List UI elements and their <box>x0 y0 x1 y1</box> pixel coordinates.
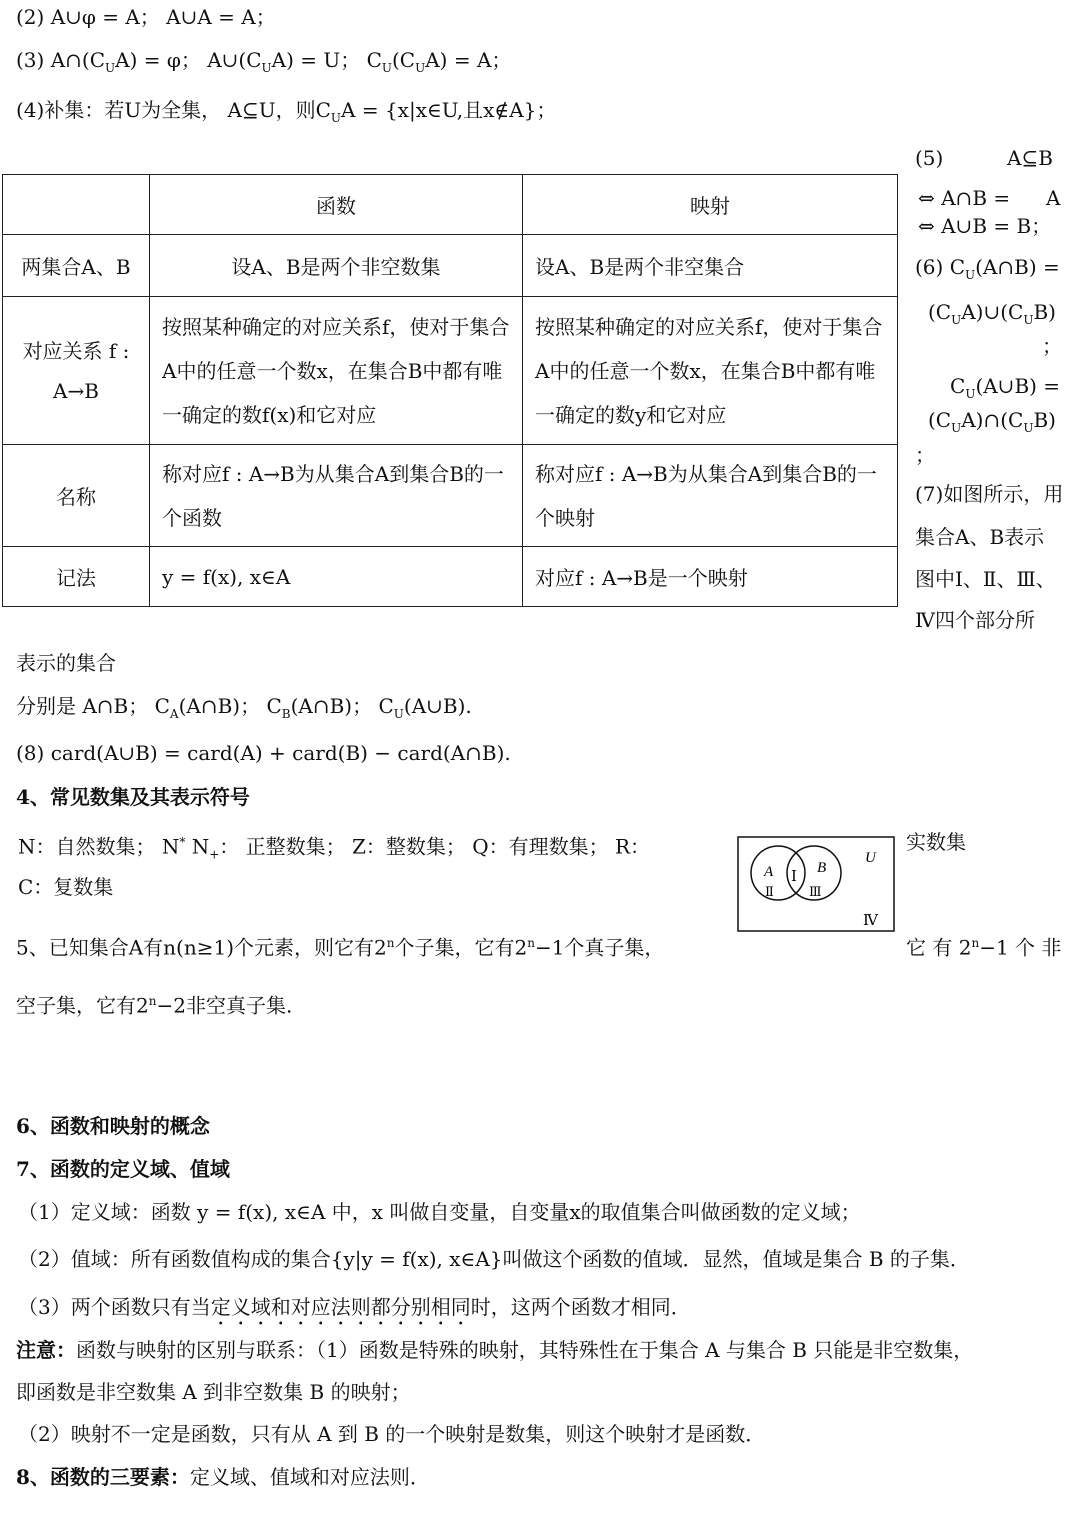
table-header-mapping: 映射 <box>523 175 898 235</box>
p7-line1: 表示的集合 <box>16 651 116 675</box>
side-6e: $(C_UA)\cap(C_UB)$ <box>928 408 1056 435</box>
venn-diagram <box>737 836 895 932</box>
side-7d: Ⅳ四个部分所 <box>915 608 1035 632</box>
note-text-1: 函数与映射的区别与联系：（1）函数是特殊的映射，其特殊性在于集合 A 与集合 B 只能是非空数集， <box>76 1338 974 1362</box>
rule-4-complement: (4)补集：若U为全集， A⊆U，则$C_UA$ = {x|x∈U,且x∉A}； <box>16 98 557 125</box>
side-5c: ⇔ A∩B = <box>918 186 1011 210</box>
venn-region-3: Ⅲ <box>809 885 822 900</box>
cell-function-correspondence: 按照某种确定的对应关系f，使对于集合A中的任意一个数x，在集合B中都有唯一确定的数f(x)和它对应 <box>150 297 523 445</box>
venn-label-a: A <box>764 864 774 880</box>
side-6: (6) $C_U(A\cap B)$ = <box>915 255 1060 282</box>
side-6c: ； <box>1042 334 1062 358</box>
side-7a: (7)如图所示，用 <box>915 482 1064 506</box>
side-6b: $(C_UA)\cup(C_UB)$ <box>928 300 1056 327</box>
cell-function-name: 称对应f : A→B为从集合A到集合B的一个函数 <box>150 445 523 547</box>
cell-mapping-name: 称对应f : A→B为从集合A到集合B的一个映射 <box>523 445 898 547</box>
range-definition: （2）值域：所有函数值构成的集合{y|y = f(x), x∈A}叫做这个函数的值域．显然，值域是集合 B 的子集． <box>18 1247 970 1271</box>
row-label-correspondence: 对应关系 f : A→B <box>3 297 150 445</box>
side-5d: A <box>1046 186 1061 210</box>
p7-line2: 分别是 A∩B； $C_A(A\cap B)$； $C_B(A\cap B)$； $C_U(A\cup B)$. <box>16 694 472 721</box>
p8-card: (8) card(A∪B) = card(A) + card(B) − card(A∩B). <box>16 741 511 765</box>
row-label-sets: 两集合A、B <box>3 235 150 297</box>
side-5b: A⊆B <box>1007 146 1053 170</box>
function-mapping-table <box>2 174 898 607</box>
p5-line2: 空子集，它有$2^n-2$非空真子集. <box>16 993 293 1018</box>
side-7b: 集合A、B表示 <box>915 525 1045 549</box>
venn-label-b: B <box>817 860 827 876</box>
side-6d: $C_U(A\cup B)$ = <box>950 374 1061 401</box>
p5-line1: 5、已知集合A有n(n≥1)个元素，则它有2$^n$个子集，它有$2^n-1$个真子集， <box>16 935 665 960</box>
equal-functions-emph: 定义域和对应法则都分别相同 <box>210 1295 471 1319</box>
equal-functions-a: （3）两个函数只有当 <box>18 1295 211 1319</box>
heading-8 <box>16 1464 430 1490</box>
venn-region-1: Ⅰ <box>791 867 797 885</box>
rule-2: (2) A∪φ = A； A∪A = A； <box>16 5 276 29</box>
cell-mapping-notation: 对应f : A→B是一个映射 <box>523 547 898 607</box>
side-5e: ⇔ A∪B = B； <box>918 214 1052 238</box>
equal-functions <box>18 1294 691 1330</box>
table-header-function: 函数 <box>150 175 523 235</box>
note-line2: 即函数是非空数集 A 到非空数集 B 的映射； <box>16 1380 411 1404</box>
heading-8-text: 定义域、值域和对应法则． <box>189 1465 430 1489</box>
equal-functions-c: 时，这两个函数才相同． <box>470 1295 691 1319</box>
side-5: (5) <box>915 146 944 170</box>
cell-function-notation: y = f(x), x∈A <box>150 547 523 607</box>
venn-label-u: U <box>865 850 876 866</box>
cell-mapping-sets: 设A、B是两个非空集合 <box>523 235 898 297</box>
number-sets-real: 实数集 <box>906 830 966 854</box>
heading-7: 7、函数的定义域、值域 <box>16 1157 230 1181</box>
side-7c: 图中Ⅰ、Ⅱ、Ⅲ、 <box>915 567 1056 591</box>
heading-4: 4、常见数集及其表示符号 <box>16 785 250 809</box>
note-line3: （2）映射不一定是函数，只有从 A 到 B 的一个映射是数集，则这个映射才是函数． <box>18 1422 766 1446</box>
venn-region-2: Ⅱ <box>765 885 774 900</box>
note-label: 注意： <box>16 1338 76 1362</box>
table-header-blank <box>3 175 150 235</box>
note-line1 <box>16 1337 973 1363</box>
venn-region-4: Ⅳ <box>863 911 878 929</box>
domain-definition: （1）定义域：函数 y = f(x), x∈A 中，x 叫做自变量，自变量x的取值集合叫做函数的定义域； <box>18 1200 861 1224</box>
row-label-notation: 记法 <box>3 547 150 607</box>
row-label-name: 名称 <box>3 445 150 547</box>
rule-3: (3) $A\cap(C_UA) = \varphi$； $A\cup(C_UA) = U$； $C_U(C_UA) = A$； <box>16 48 512 75</box>
side-6f: ； <box>915 443 935 467</box>
heading-8-label: 8、函数的三要素： <box>16 1465 190 1489</box>
cell-mapping-correspondence: 按照某种确定的对应关系f，使对于集合A中的任意一个数x，在集合B中都有唯一确定的数y和它对应 <box>523 297 898 445</box>
cell-function-sets: 设A、B是两个非空数集 <box>150 235 523 297</box>
number-sets-complex: C：复数集 <box>18 875 114 899</box>
heading-6: 6、函数和映射的概念 <box>16 1114 210 1138</box>
p5-line1-tail: 它 有 $2^n-1$ 个 非 <box>906 935 1062 960</box>
number-sets-line: N：自然数集； N* $N_+$： 正整数集； Z：整数集； Q：有理数集； R： <box>18 834 651 862</box>
